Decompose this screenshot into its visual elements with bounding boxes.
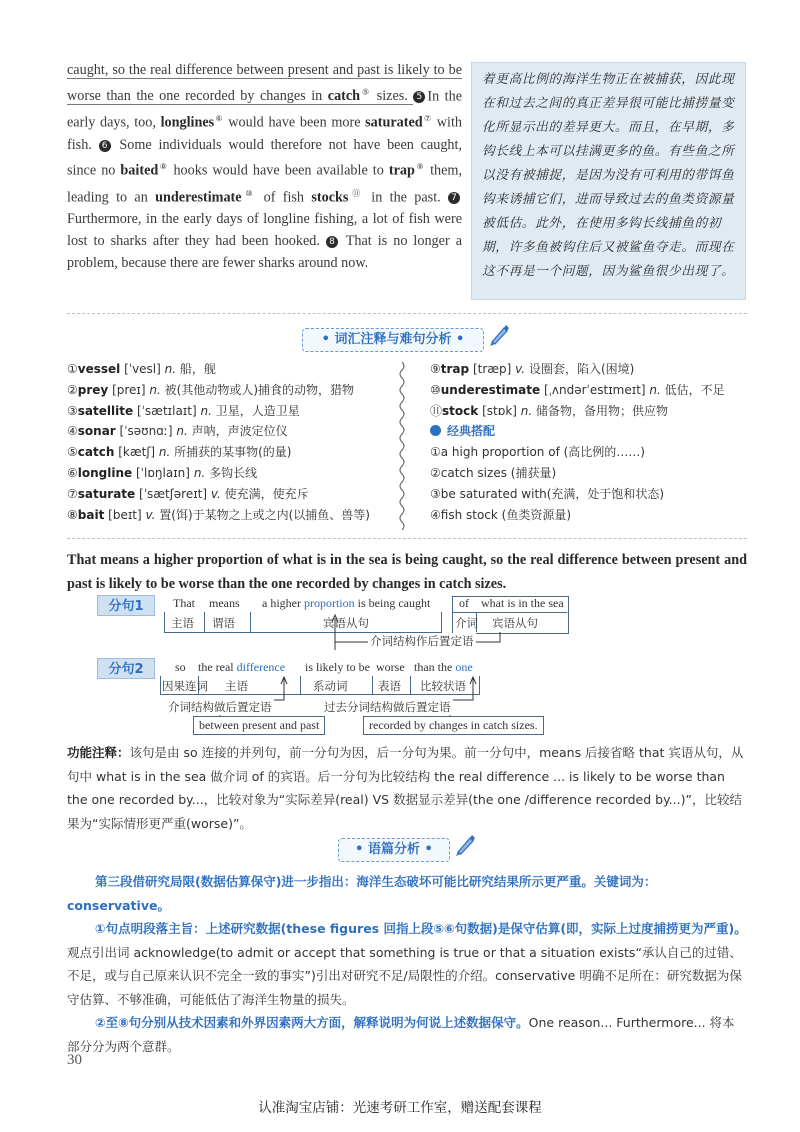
- pen-icon: [452, 832, 478, 858]
- entry-pos: n.: [158, 445, 171, 460]
- entry-ipa: [ˈsætɪlaɪt]: [136, 403, 197, 418]
- passage-english: [67, 60, 462, 274]
- highlight-word: difference: [236, 660, 286, 674]
- entry-ipa: [kætʃ]: [118, 445, 156, 460]
- note-participle-attr: 过去分词结构做后置定语: [324, 700, 451, 714]
- entry-ipa: [ˌʌndərˈestɪmeɪt]: [543, 382, 646, 397]
- vocab-word-underestimate: underestimate: [155, 189, 242, 206]
- entry-number: ⑩: [430, 382, 441, 397]
- entry-number: ③: [67, 403, 78, 418]
- label-subject: 主语: [225, 679, 248, 693]
- clause2-so: so: [175, 660, 186, 674]
- word: the real: [198, 660, 237, 674]
- discourse-p3: [67, 1011, 747, 1058]
- label-prep: 介词: [455, 616, 478, 630]
- superscript: ⑧: [158, 162, 169, 172]
- entry-number: ⑨: [430, 362, 441, 376]
- word: than the: [414, 660, 456, 674]
- vocab-entry: [67, 505, 370, 526]
- label-subject: 主语: [171, 616, 194, 630]
- superscript: ⑩: [241, 188, 257, 198]
- vocab-list-right: [430, 359, 725, 525]
- divider: [67, 313, 747, 314]
- passage-text: That is no longer a problem, because there are fewer sharks around now.: [67, 232, 462, 271]
- label-predicative: 表语: [378, 679, 401, 693]
- entry-def: 卫星，人造卫星: [215, 403, 300, 418]
- clause1-means: means: [209, 596, 240, 610]
- entry-word: catch: [77, 445, 115, 460]
- entry-word: longline: [77, 465, 133, 480]
- superscript: ⑦: [422, 114, 433, 124]
- entry-word: vessel: [77, 362, 121, 376]
- entry-ipa: [træp]: [472, 362, 512, 376]
- entry-word: prey: [77, 382, 109, 397]
- footer-text: 认准淘宝店铺：光速考研工作室，赠送配套课程: [258, 1100, 542, 1116]
- clause1-prep-object: what is in the sea: [481, 596, 564, 610]
- entry-number: ⑪: [430, 403, 443, 418]
- entry-ipa: [ˈsəʊnɑː]: [119, 424, 173, 439]
- superscript: ⑨: [414, 162, 426, 172]
- vocab-entry: [67, 442, 370, 463]
- clause-tag-2: 分句2: [97, 658, 155, 679]
- entry-number: ①: [67, 362, 78, 376]
- clause1-object-clause: [262, 596, 430, 611]
- vocab-entry: [67, 421, 370, 442]
- entry-pos: n.: [176, 424, 188, 439]
- superscript: ⑪: [348, 188, 364, 198]
- entry-ipa: [preɪ]: [112, 382, 146, 397]
- vocab-word-baited: baited: [120, 163, 159, 180]
- function-note: [67, 741, 747, 835]
- vocab-entry: [67, 463, 370, 484]
- discourse-p1: [67, 870, 747, 917]
- passage-text: would have been more: [223, 114, 366, 131]
- word: is being caught: [354, 596, 431, 610]
- entry-ipa: [stɒk]: [482, 403, 517, 418]
- entry-def: 多钩长线: [209, 465, 258, 480]
- wavy-divider: [397, 362, 407, 530]
- vocab-word-catch: catch: [327, 88, 361, 105]
- pen-icon: [486, 322, 512, 348]
- vocab-entry: [67, 484, 370, 505]
- entry-pos: n.: [164, 362, 177, 376]
- entry-number: ⑥: [67, 465, 78, 480]
- clause-tag-1: 分句1: [97, 595, 155, 616]
- entry-pos: v.: [210, 486, 221, 501]
- clause1-prep: of: [459, 596, 469, 610]
- label-comparative: 比较状语: [420, 679, 466, 693]
- page-number: 30: [67, 1052, 82, 1068]
- vocab-entry: [430, 401, 725, 422]
- attr-box-2: recorded by changes in catch sizes.: [363, 716, 544, 735]
- entry-number: ⑤: [67, 445, 78, 460]
- translation-box: [471, 62, 746, 300]
- entry-def: 所捕获的某事物(的量): [174, 445, 292, 460]
- clause2-subject: [198, 660, 285, 675]
- label-conj: 因果连词: [162, 679, 208, 693]
- collocation-item: ④fish stock (鱼类资源量): [430, 507, 572, 522]
- function-note-label: 功能注释：: [67, 745, 130, 760]
- entry-pos: n.: [200, 403, 212, 418]
- passage-text: caught, so the real difference between present and past is likely to be worse than the one recorded by changes in: [67, 62, 462, 105]
- entry-number: ⑧: [67, 507, 78, 522]
- entry-number: ②: [67, 382, 78, 397]
- entry-pos: n.: [149, 382, 161, 397]
- separator: [250, 612, 251, 632]
- entry-def: 船，舰: [179, 362, 216, 376]
- vocab-entry: [430, 359, 725, 380]
- label-object-clause-2: 宾语从句: [492, 616, 538, 630]
- entry-def: 储备物，备用物；供应物: [536, 403, 669, 418]
- bullet-icon: [430, 425, 441, 436]
- divider: [67, 538, 747, 539]
- passage-text: hooks would have been available to: [168, 163, 389, 180]
- entry-number: ⑦: [67, 486, 78, 501]
- entry-ipa: [ˈlɒŋlaɪn]: [136, 465, 190, 480]
- discourse-p2-text: 观点引出词 acknowledge(to admit or accept that something is true or that a situation exists“承认自己的过错、不足，或与自己原来认识不完全一致的事实”)引出对研究不足/局限性的介绍。conservative 明确不足所在：研究数据为保守估算、不够准确，可能低估了海洋生物量的损失。: [67, 944, 742, 1007]
- discourse-p1-text: 第三段借研究局限(数据估算保守)进一步指出：海洋生态破坏可能比研究结果所示更严重。关键词为：conservative。: [67, 874, 657, 913]
- collocation-item: ②catch sizes (捕获量): [430, 465, 557, 480]
- passage-text: Furthermore, in the early days of longline fishing, a lot of fish were lost to sharks after they had been hooked.: [67, 211, 462, 249]
- vocab-word-longlines: longlines: [160, 114, 215, 131]
- entry-word: stock: [442, 403, 479, 418]
- passage-text: Some individuals would therefore not have been caught, since no: [67, 136, 463, 180]
- vocab-entry: [67, 359, 370, 380]
- entry-ipa: [beɪt]: [108, 507, 142, 522]
- clause2-worse: worse: [376, 660, 405, 674]
- entry-ipa: [ˈsætʃəreɪt]: [139, 486, 208, 501]
- vocab-word-stocks: stocks: [311, 189, 349, 206]
- entry-ipa: [ˈvesl]: [124, 362, 161, 376]
- label-link-verb: 系动词: [313, 679, 348, 693]
- function-note-text: 该句是由 so 连接的并列句，前一分句为因，后一分句为果。前一分句中，means 后接省略 that 宾语从句，从句中 what is in the sea 做介词 of 的宾语。后一分句为比较结构 the real difference ... is likely to be worse than the one recorded by...，比较对象为“实际差异(real) VS 数据显示差异(the one /difference recorded by...)”，比较结果为“实际情形更严重(worse)”。: [67, 745, 744, 831]
- note-prep-attr: 介词结构做后置定语: [168, 700, 272, 714]
- translation-text: 着更高比例的海洋生物正在被捕获，因此现在和过去之间的真正差异很可能比捕捞量变化所显示出的差异更大。而且，在早期，多钩长线上本可以挂满更多的鱼。有些鱼之所以没有被捕捉，是因为没有可利用的带饵鱼钩来诱捕它们，进而导致过去的鱼类资源量被低估。此外，在使用多钩长线捕鱼的初期，许多鱼被钩住后又被鲨鱼夺走。而现在这不再是一个问题，因为鲨鱼很少出现了。: [482, 71, 735, 278]
- entry-word: saturate: [77, 486, 136, 501]
- entry-pos: n.: [649, 382, 661, 397]
- passage-text: In the early days, too,: [67, 88, 463, 131]
- entry-pos: n.: [520, 403, 533, 418]
- collocation-title: 经典搭配: [447, 424, 496, 439]
- entry-word: trap: [440, 362, 470, 376]
- entry-pos: v.: [145, 507, 156, 522]
- clause2-link: is likely to be: [305, 660, 370, 674]
- vocab-entry: [430, 380, 725, 401]
- passage-text: in the past.: [363, 189, 449, 206]
- clause1-that: That: [173, 596, 195, 610]
- superscript: ⑥: [214, 114, 224, 124]
- sentence-number: 6: [99, 140, 111, 152]
- entry-def: 使充满，使充斥: [224, 486, 309, 501]
- discourse-p2-bold: ①句点明段落主旨：上述研究数据(these figures 回指上段⑤⑥句数据)是保守估算(即，实际上过度捕捞更为严重)。: [95, 921, 747, 936]
- entry-word: sonar: [77, 424, 116, 439]
- collocation-item: ①a high proportion of (高比例的……): [430, 445, 645, 460]
- vocab-list-left: [67, 359, 370, 525]
- sentence-number: 5: [413, 91, 425, 103]
- entry-word: underestimate: [440, 382, 541, 397]
- discourse-p3-text: One reason... Furthermore... 将本部分分为两个意群。: [67, 1015, 735, 1054]
- key-sentence: That means a higher proportion of what is in the sea is being caught, so the real difference between present and past is likely to be worse than the one recorded by changes in catch sizes.: [67, 552, 747, 592]
- vocab-word-saturated: saturated: [365, 114, 423, 131]
- passage-text: with fish.: [67, 114, 463, 153]
- attr-box-1: between present and past: [193, 716, 325, 735]
- sentence-number: 7: [448, 192, 460, 204]
- entry-word: bait: [77, 507, 105, 522]
- passage-text: of fish: [256, 189, 312, 206]
- clause2-than: [414, 660, 473, 675]
- collocation-heading: [430, 421, 725, 442]
- word: a higher: [262, 596, 304, 610]
- discourse-p2: [67, 917, 747, 1011]
- entry-def: 置(饵)于某物之上或之内(以捕鱼、兽等): [159, 507, 370, 522]
- superscript: ⑤: [360, 87, 372, 97]
- separator: [204, 612, 205, 632]
- label-object-clause: 宾语从句: [323, 616, 369, 630]
- entry-number: ④: [67, 424, 78, 439]
- highlight-word: one: [455, 660, 473, 674]
- passage-text: them, leading to an: [67, 163, 463, 206]
- entry-def: 设圈套，陷入(困境): [528, 362, 635, 376]
- entry-pos: n.: [193, 465, 206, 480]
- passage-text: sizes.: [371, 88, 414, 105]
- sentence-number: 8: [326, 236, 338, 248]
- entry-def: 低估，不足: [664, 382, 725, 397]
- collocation-item: ③be saturated with(充满，处于饱和状态): [430, 486, 665, 501]
- vocab-entry: [67, 380, 370, 401]
- discourse-p3-bold: ②至⑧句分别从技术因素和外界因素两大方面，解释说明为何说上述数据保守。: [95, 1015, 529, 1030]
- note-prep-attr: 介词结构作后置定语: [370, 634, 474, 648]
- entry-word: satellite: [77, 403, 134, 418]
- entry-pos: v.: [515, 362, 526, 376]
- entry-def: 声呐，声波定位仪: [191, 424, 288, 439]
- section-title-vocab: • 词汇注释与难句分析 •: [302, 328, 484, 352]
- entry-def: 被(其他动物或人)捕食的动物，猎物: [164, 382, 355, 397]
- vocab-entry: [67, 401, 370, 422]
- vocab-word-trap: trap: [388, 163, 415, 180]
- highlight-word: proportion: [303, 596, 355, 610]
- label-predicate: 谓语: [212, 616, 235, 630]
- section-title-discourse: • 语篇分析 •: [338, 838, 450, 862]
